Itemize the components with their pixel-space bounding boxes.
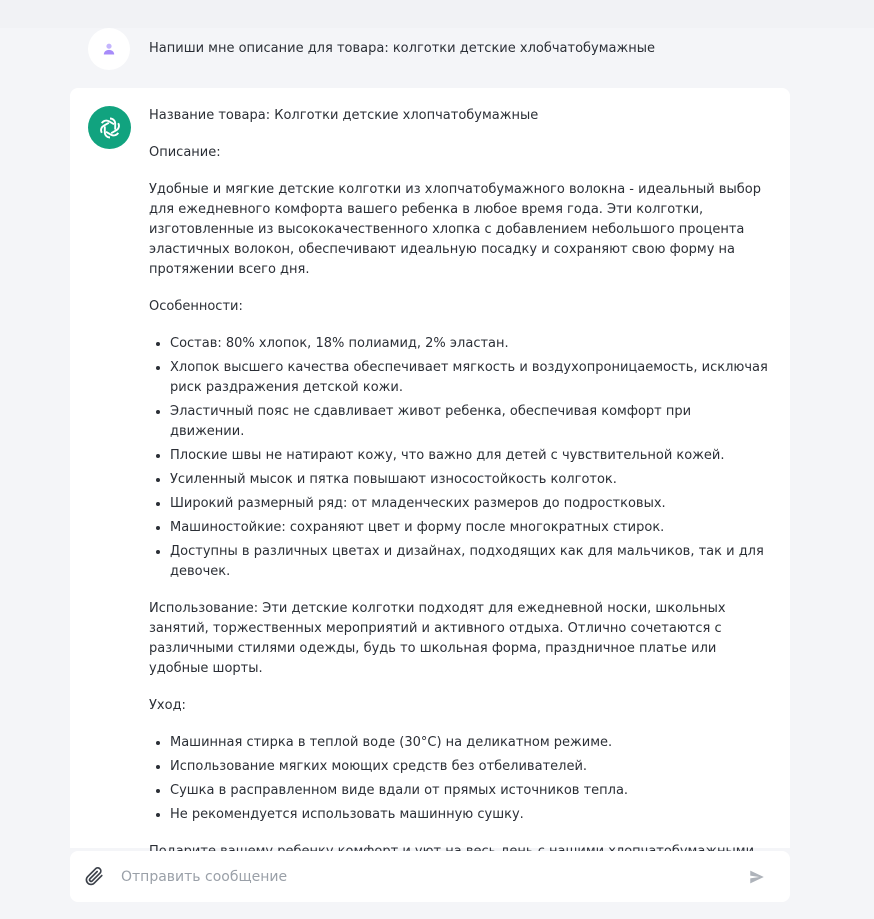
list-item: • Хлопок высшего качества обеспечивает мягкость и воздухопроницаемость, исключая риск раздражения детской кожи.	[170, 358, 769, 398]
attach-button[interactable]	[82, 864, 106, 888]
user-avatar	[88, 28, 130, 70]
assistant-avatar	[88, 106, 131, 149]
features-list	[170, 334, 769, 582]
message-composer	[70, 851, 790, 902]
list-item: • Машиностойкие: сохраняют цвет и форму после многократных стирок.	[170, 518, 769, 538]
description-heading: Описание:	[149, 145, 221, 160]
list-item: • Не рекомендуется использовать машинную сушку.	[170, 805, 769, 825]
list-item: • Сушка в расправленном виде вдали от прямых источников тепла.	[170, 781, 769, 801]
list-item: • Состав: 80% хлопок, 18% полиамид, 2% эластан.	[170, 334, 769, 354]
assistant-message	[70, 88, 790, 848]
list-item: • Эластичный пояс не сдавливает живот ребенка, обеспечивая комфорт при движении.	[170, 402, 769, 442]
user-icon	[102, 42, 116, 56]
list-item: • Использование мягких моющих средств без отбеливателей.	[170, 757, 769, 777]
send-icon	[748, 868, 766, 886]
user-message	[70, 28, 790, 68]
user-message-text: Напиши мне описание для товара: колготки детские хлобчатобумажные	[149, 41, 655, 56]
list-item: • Широкий размерный ряд: от младенческих размеров до подростковых.	[170, 494, 769, 514]
product-title: Название товара: Колготки детские хлопчатобумажные	[149, 108, 539, 123]
openai-logo-icon	[95, 113, 125, 143]
paperclip-icon	[83, 865, 105, 887]
list-item: • Усиленный мысок и пятка повышают износостойкость колготок.	[170, 470, 769, 490]
message-input[interactable]	[121, 863, 721, 890]
care-heading: Уход:	[149, 698, 186, 713]
usage-text: Использование: Эти детские колготки подходят для ежедневной носки, школьных занятий, торжественных мероприятий и активного отдыха. Отлично сочетаются с различными стилями одежды, будь то школьная форма, праздничное платье или удобные шорты.	[149, 601, 726, 676]
top-strip	[0, 0, 874, 28]
description-text: Удобные и мягкие детские колготки из хлопчатобумажного волокна - идеальный выбор для ежедневного комфорта вашего ребенка в любое время года. Эти колготки, изготовленные из высококачественного хлопка с добавлением небольшого процента эластичных волокон, обеспечивают идеальную посадку и сохраняют свою форму на протяжении всего дня.	[149, 182, 761, 277]
list-item: • Плоские швы не натирают кожу, что важно для детей с чувствительной кожей.	[170, 446, 769, 466]
send-button[interactable]	[746, 866, 768, 888]
care-list	[170, 733, 769, 825]
list-item: • Доступны в различных цветах и дизайнах, подходящих как для мальчиков, так и для девочек.	[170, 542, 769, 582]
list-item: • Машинная стирка в теплой воде (30°C) на деликатном режиме.	[170, 733, 769, 753]
features-heading: Особенности:	[149, 299, 243, 314]
assistant-message-content	[149, 106, 769, 919]
